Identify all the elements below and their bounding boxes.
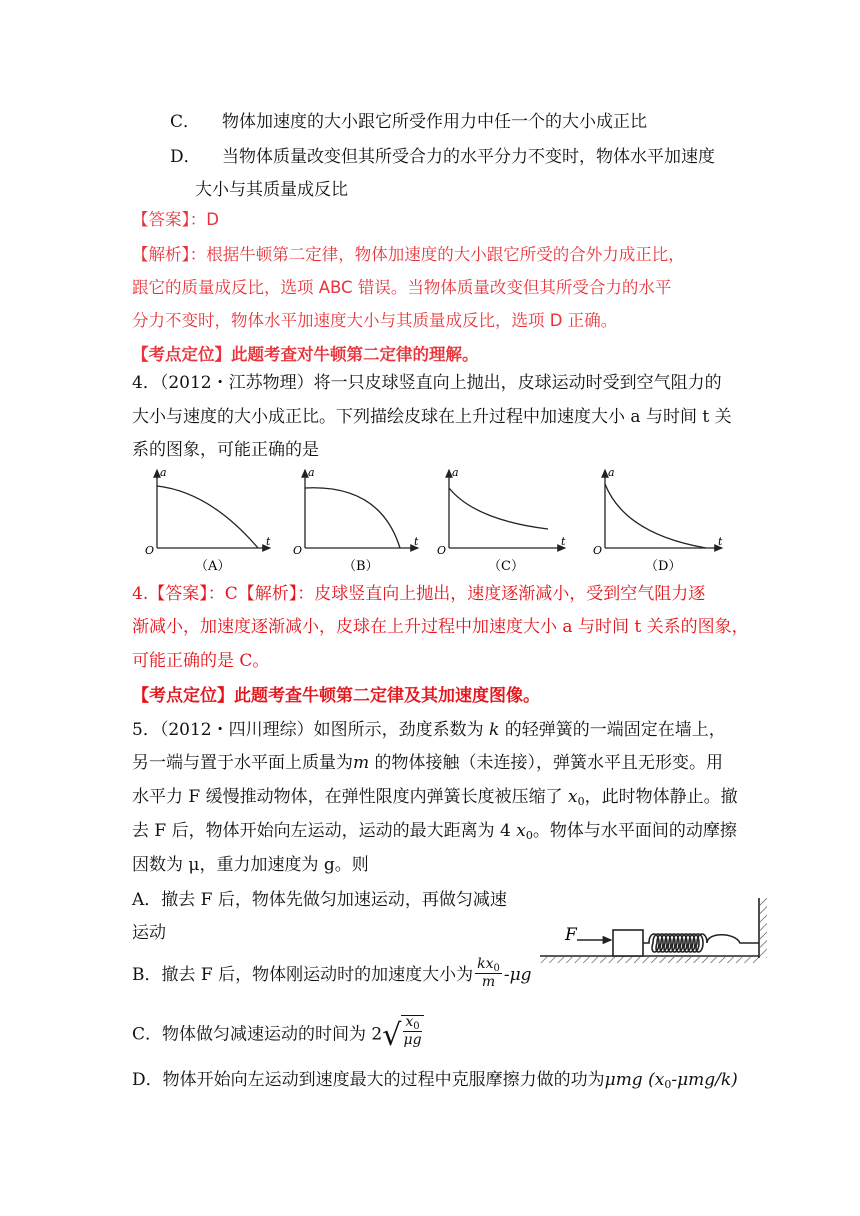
graph-b-t-label: t bbox=[414, 535, 419, 548]
q5-x-symbol: x bbox=[568, 787, 578, 807]
q5-option-a-line-2: 运动 bbox=[132, 923, 166, 943]
graph-c bbox=[437, 466, 566, 574]
q5-option-d-subscript: 0 bbox=[664, 1078, 672, 1091]
answer3-analysis-2: 跟它的质量成反比，选项 ABC 错误。当物体质量改变但其所受合力的水平 bbox=[132, 278, 672, 297]
q5-line-2b: 的物体接触（未连接），弹簧水平且无形变。用 bbox=[374, 753, 724, 773]
q5-line-4 bbox=[132, 818, 737, 844]
q5-option-b-text: B．撤去 F 后，物体刚运动时的加速度大小为 bbox=[132, 965, 474, 985]
answer4-line-2: 渐减小，加速度逐渐减小，皮球在上升过程中加速度大小 a 与时间 t 关系的图象， bbox=[132, 617, 749, 637]
q5-line-1 bbox=[132, 717, 726, 743]
graph-d-a-label: a bbox=[608, 466, 615, 479]
graph-c-label: （C） bbox=[488, 559, 524, 574]
answer4-line-3: 可能正确的是 C。 bbox=[132, 651, 270, 671]
graph-b-origin: O bbox=[293, 544, 303, 557]
graph-c-t-label: t bbox=[561, 535, 566, 548]
q5-x-subscript-2: 0 bbox=[525, 829, 533, 842]
q5-option-b bbox=[132, 958, 532, 993]
q5-option-c-sqrt: √ $\frac{x_0}{\mu g}$ bbox=[382, 1015, 423, 1051]
q3-option-d-text-1: 当物体质量改变但其所受合力的水平分力不变时，物体水平加速度 bbox=[222, 147, 715, 167]
q5-option-d-text: D．物体开始向左运动到速度最大的过程中克服摩擦力做的功为 bbox=[132, 1070, 605, 1090]
q5-option-b-tail: -μg bbox=[503, 965, 532, 985]
q3-option-d-letter: D． bbox=[170, 147, 201, 167]
graph-a-a-label: a bbox=[160, 466, 167, 479]
q5-option-a-line-1: A．撤去 F 后，物体先做匀加速运动，再做匀减速 bbox=[132, 890, 507, 910]
q4-line-3: 系的图象，可能正确的是 bbox=[132, 440, 319, 460]
q5-option-d-umg: μmg bbox=[604, 1070, 643, 1090]
q5-option-c-fraction bbox=[403, 1014, 421, 1049]
graph-d-origin: O bbox=[593, 544, 603, 557]
graph-a-t-label: t bbox=[266, 535, 271, 548]
q5-option-b-numerator: kx bbox=[477, 956, 494, 972]
graph-d bbox=[593, 466, 723, 574]
q3-option-d bbox=[170, 144, 715, 170]
q5-option-c-subscript: 0 bbox=[413, 1021, 420, 1032]
ground-hatch bbox=[540, 957, 759, 963]
graph-b-a-label: a bbox=[308, 466, 315, 479]
q5-option-c bbox=[132, 1014, 424, 1053]
q5-option-c-numerator: x bbox=[405, 1014, 414, 1030]
graph-a-curve bbox=[157, 486, 258, 548]
graph-b-curve bbox=[305, 488, 400, 548]
q4-graphs-figure bbox=[0, 462, 860, 582]
q5-option-d-tail: -μmg/k) bbox=[671, 1070, 738, 1090]
q5-line-1b: 的轻弹簧的一端固定在墙上， bbox=[504, 720, 726, 740]
answer4-line-1: 4.【答案】：C【解析】：皮球竖直向上抛出，速度逐渐减小，受到空气阻力逐 bbox=[132, 584, 706, 604]
graph-c-curve bbox=[449, 488, 548, 529]
q5-option-d bbox=[132, 1067, 738, 1093]
q3-option-d-text-2: 大小与其质量成反比 bbox=[195, 180, 348, 200]
q5-line-5: 因数为 μ，重力加速度为 g。则 bbox=[132, 855, 369, 875]
q5-spring-figure bbox=[535, 892, 775, 982]
q5-option-b-fraction bbox=[475, 956, 502, 991]
graph-c-origin: O bbox=[437, 544, 447, 557]
q3-option-c-letter: C． bbox=[170, 112, 201, 132]
q5-option-c-denominator: μg bbox=[403, 1032, 422, 1048]
graph-d-t-label: t bbox=[718, 535, 723, 548]
spring bbox=[643, 934, 759, 952]
answer3-analysis-3: 分力不变时，物体水平加速度大小与其质量成反比，选项 D 正确。 bbox=[132, 311, 618, 330]
answer3-analysis-1: 【解析】：根据牛顿第二定律，物体加速度的大小跟它所受的合外力成正比， bbox=[132, 245, 685, 264]
graph-d-label: （D） bbox=[645, 559, 682, 574]
q5-line-4b: 。物体与水平面间的动摩擦 bbox=[532, 821, 737, 841]
q5-k-symbol: k bbox=[489, 720, 500, 740]
answer3-key-point: 【考点定位】此题考查对牛顿第二定律的理解。 bbox=[132, 345, 479, 364]
q5-option-d-x: (x bbox=[648, 1070, 665, 1090]
force-label: F bbox=[565, 925, 577, 945]
answer3-answer: 【答案】：D bbox=[132, 210, 219, 229]
graph-b bbox=[293, 466, 419, 574]
q5-line-1a: 5．（2012・四川理综）如图所示，劲度系数为 bbox=[132, 720, 484, 740]
graph-b-label: （B） bbox=[343, 559, 379, 574]
graph-d-curve bbox=[605, 484, 706, 548]
graph-a bbox=[145, 466, 271, 574]
q5-line-3a: 水平力 F 缓慢推动物体，在弹性限度内弹簧长度被压缩了 bbox=[132, 787, 563, 807]
answer4-key-point: 【考点定位】此题考查牛顿第二定律及其加速度图像。 bbox=[132, 686, 540, 706]
q5-line-3b: ，此时物体静止。撤 bbox=[584, 787, 738, 807]
q3-option-c bbox=[170, 109, 647, 135]
graph-c-a-label: a bbox=[452, 466, 459, 479]
q4-line-2: 大小与速度的大小成正比。下列描绘皮球在上升过程中加速度大小 a 与时间 t 关 bbox=[132, 407, 732, 427]
q5-option-c-text: C．物体做匀减速运动的时间为 2 bbox=[132, 1024, 383, 1045]
block bbox=[613, 930, 643, 956]
q3-option-c-text: 物体加速度的大小跟它所受作用力中任一个的大小成正比 bbox=[222, 112, 647, 132]
q5-x-subscript: 0 bbox=[577, 795, 585, 808]
graph-a-origin: O bbox=[145, 544, 155, 557]
q5-option-b-subscript: 0 bbox=[493, 963, 500, 974]
q5-line-4a: 去 F 后，物体开始向左运动，运动的最大距离为 4 bbox=[132, 821, 511, 841]
q4-line-1: 4．（2012・江苏物理）将一只皮球竖直向上抛出，皮球运动时受到空气阻力的 bbox=[132, 373, 722, 393]
wall-hatch bbox=[760, 898, 767, 958]
q5-line-2 bbox=[132, 750, 723, 776]
q5-line-3 bbox=[132, 784, 738, 810]
q5-m-symbol: m bbox=[353, 753, 370, 773]
graph-a-label: （A） bbox=[195, 559, 231, 574]
q5-option-b-denominator: m bbox=[481, 974, 496, 990]
q5-line-2a: 另一端与置于水平面上质量为 bbox=[132, 753, 353, 773]
q5-x-symbol-2: x bbox=[516, 821, 526, 841]
